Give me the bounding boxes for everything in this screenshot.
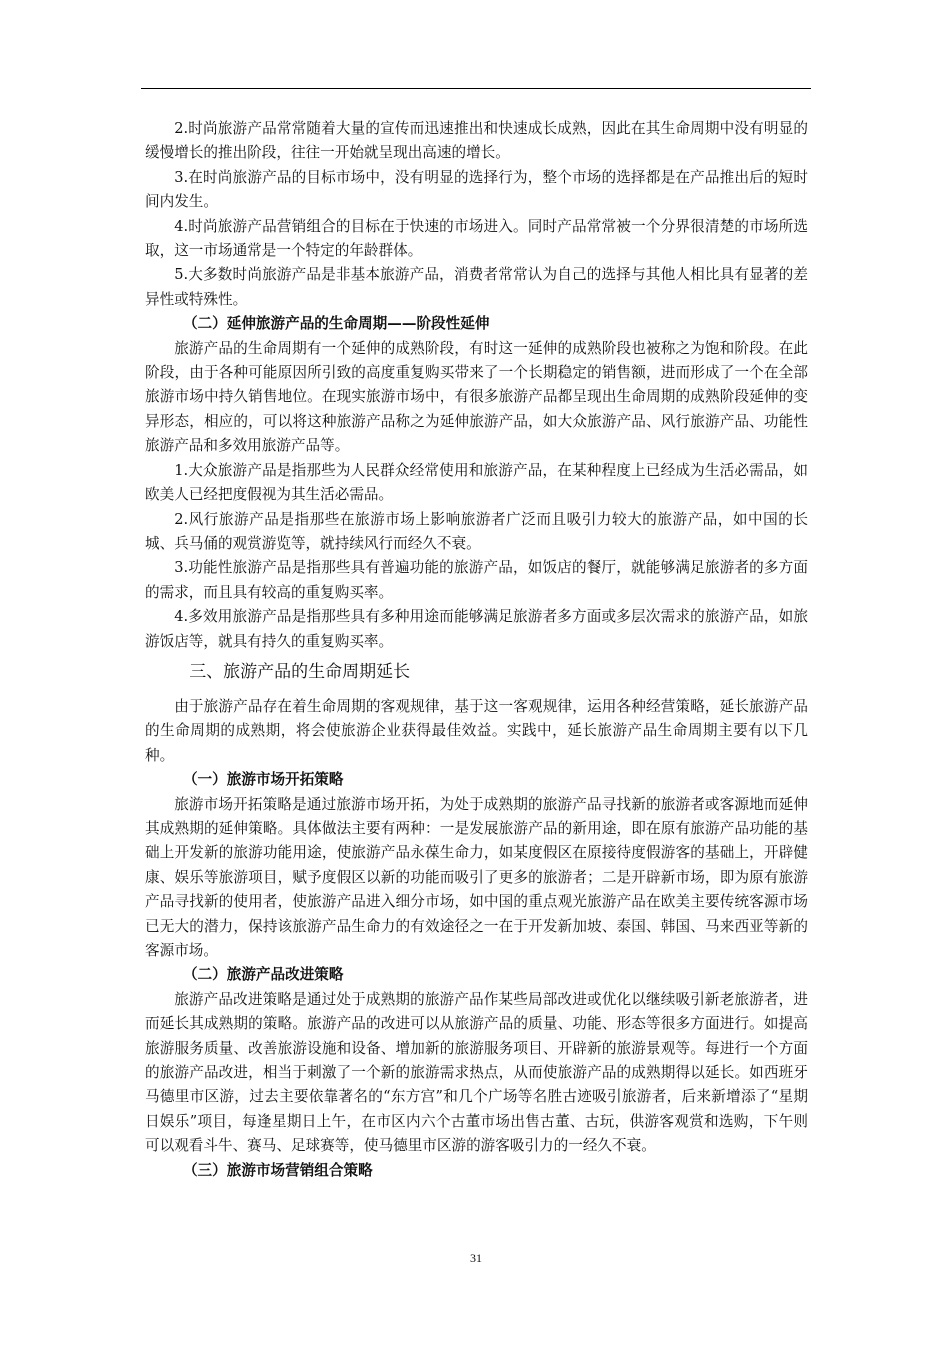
subheading-marketing-mix: （三）旅游市场营销组合策略	[182, 1161, 373, 1179]
subheading-market-development: （一）旅游市场开拓策略	[182, 771, 344, 789]
paragraph-multi-utility-products: 4.多效用旅游产品是指那些具有多种用途而能够满足旅游者多方面或多层次需求的旅游产品，如旅游饭店等，就具有持久的重复购买率。	[145, 608, 808, 650]
paragraph-market-development: 旅游市场开拓策略是通过旅游市场开拓，为处于成熟期的旅游产品寻找新的旅游者或客源地而延伸其成熟期的延伸策略。具体做法主要有两种：一是发展旅游产品的新用途，即在原有旅游产品功能的基础上开发新的旅游功能用途，使旅游产品永葆生命力，如某度假区在原接待度假游客的基础上，开辟健康、娱乐等旅游项目，赋予度假区以新的功能而吸引了更多的旅游者；二是开辟新市场，即为原有旅游产品寻找新的使用者，使旅游产品进入细分市场，如中国的重点观光旅游产品在欧美主要传统客源市场已无大的潜力，保持该旅游产品生命力的有效途径之一在于开发新加坡、泰国、韩国、马来西亚等新的客源市场。	[145, 795, 808, 959]
paragraph-product-improvement: 旅游产品改进策略是通过处于成熟期的旅游产品作某些局部改进或优化以继续吸引新老旅游者，进而延长其成熟期的策略。旅游产品的改进可以从旅游产品的质量、功能、形态等很多方面进行。如提高旅游服务质量、改善旅游设施和设备、增加新的旅游服务项目、开辟新的旅游景观等。每进行一个方面的旅游产品改进，相当于刺激了一个新的旅游需求热点，从而使旅游产品的成熟期得以延长。如西班牙马德里市区游，过去主要依靠著名的“东方宫”和几个广场等名胜古迹吸引旅游者，后来新增添了“星期日娱乐”项目，每逢星期日上午，在市区内六个古董市场出售古董、古玩，供游客观赏和选购，下午则可以观看斗牛、赛马、足球赛等，使马德里市区游的游客吸引力的一经久不衰。	[145, 990, 808, 1155]
page-body	[145, 117, 808, 1183]
paragraph-extended-intro: 旅游产品的生命周期有一个延伸的成熟阶段，有时这一延伸的成熟阶段也被称之为饱和阶段。在此阶段，由于各种可能原因所引致的高度重复购买带来了一个长期稳定的销售额，进而形成了一个在全部旅游市场中持久销售地位。在现实旅游市场中，有很多旅游产品都呈现出生命周期的成熟阶段延伸的变异形态，相应的，可以将这种旅游产品称之为延伸旅游产品，如大众旅游产品、风行旅游产品、功能性旅游产品和多效用旅游产品等。	[145, 339, 808, 455]
paragraph-mass-products: 1.大众旅游产品是指那些为人民群众经常使用和旅游产品，在某种程度上已经成为生活必需品，如欧美人已经把度假视为其生活必需品。	[145, 461, 808, 504]
paragraph-fashion-5: 5.大多数时尚旅游产品是非基本旅游产品，消费者常常认为自己的选择与其他人相比具有显著的差异性或特殊性。	[145, 266, 808, 308]
section-heading-lifecycle-extension: 三、旅游产品的生命周期延长	[189, 661, 411, 682]
paragraph-functional-products: 3.功能性旅游产品是指那些具有普遍功能的旅游产品，如饭店的餐厅，就能够满足旅游者的多方面的需求，而且具有较高的重复购买率。	[145, 559, 808, 601]
subheading-product-improvement: （二）旅游产品改进策略	[182, 966, 344, 984]
paragraph-fashion-3: 3.在时尚旅游产品的目标市场中，没有明显的选择行为，整个市场的选择都是在产品推出后的短时间内发生。	[145, 168, 808, 211]
page-number: 31	[470, 1251, 482, 1265]
paragraph-fashion-4: 4.时尚旅游产品营销组合的目标在于快速的市场进入。同时产品常常被一个分界很清楚的市场所选取，这一市场通常是一个特定的年龄群体。	[145, 217, 808, 260]
paragraph-popular-products: 2.风行旅游产品是指那些在旅游市场上影响旅游者广泛而且吸引力较大的旅游产品，如中国的长城、兵马俑的观赏游览等，就持续风行而经久不衰。	[145, 510, 808, 552]
header-rule	[141, 88, 811, 89]
subheading-extended-lifecycle: （二）延伸旅游产品的生命周期——阶段性延伸	[182, 315, 490, 333]
paragraph-fashion-2: 2.时尚旅游产品常常随着大量的宣传而迅速推出和快速成长成熟，因此在其生命周期中没有明显的缓慢增长的推出阶段，往往一开始就呈现出高速的增长。	[145, 120, 808, 162]
paragraph-extension-intro: 由于旅游产品存在着生命周期的客观规律，基于这一客观规律，运用各种经营策略，延长旅游产品的生命周期的成熟期，将会使旅游企业获得最佳效益。实践中，延长旅游产品生命周期主要有以下几种。	[145, 697, 808, 764]
